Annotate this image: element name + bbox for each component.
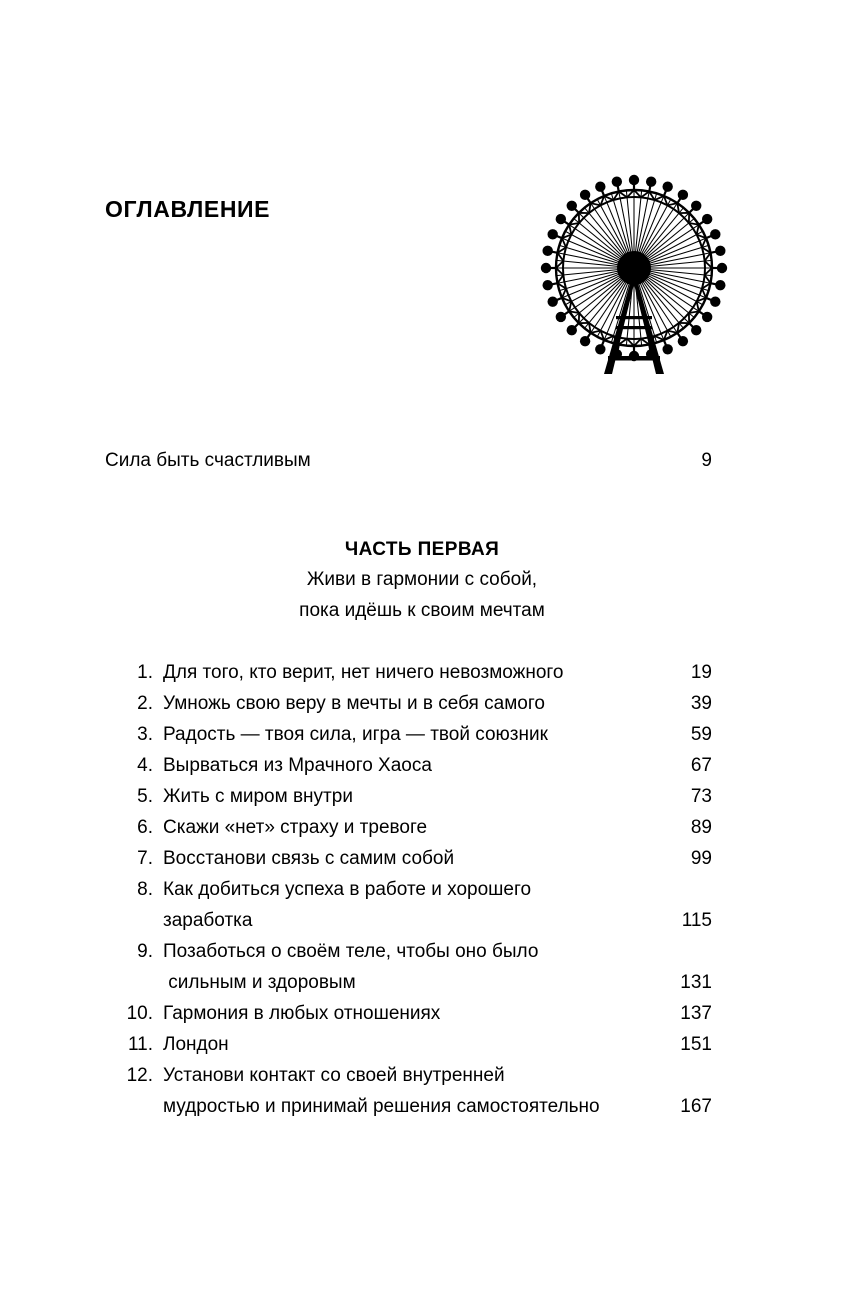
chapter-entry[interactable] [105,688,712,719]
chapter-entry[interactable] [105,936,712,998]
chapter-page-number: 89 [690,817,712,838]
chapter-body [153,936,712,998]
chapter-entry[interactable] [105,998,712,1029]
chapter-line [163,750,712,781]
chapter-line [163,1029,712,1060]
chapter-page-number: 99 [690,848,712,869]
chapter-title: Жить с миром внутри [163,786,353,807]
chapter-line [163,936,712,967]
chapter-line [163,1091,712,1122]
chapter-line [163,967,712,998]
chapter-page-number: 59 [690,724,712,745]
chapter-page-number: 19 [690,662,712,683]
chapter-title: Лондон [163,1034,229,1055]
chapter-number: 12. [126,1065,153,1086]
chapter-body [153,719,712,750]
chapter-list [105,657,712,1122]
chapter-body [153,843,712,874]
chapter-number: 8. [137,879,153,900]
chapter-entry[interactable] [105,812,712,843]
chapter-page-number: 167 [680,1096,712,1117]
preface-entry[interactable] [105,448,712,474]
chapter-number: 2. [137,693,153,714]
part-heading-block [0,536,844,626]
chapter-title: сильным и здоровым [163,972,356,993]
chapter-title: Позаботься о своём теле, чтобы оно было [163,941,539,962]
chapter-body [153,1060,712,1122]
chapter-line [163,843,712,874]
preface-label: Сила быть счастливым [105,450,311,471]
chapter-title: Радость — твоя сила, игра — твой союзник [163,724,548,745]
chapter-entry[interactable] [105,750,712,781]
chapter-entry[interactable] [105,1029,712,1060]
page-title: ОГЛАВЛЕНИЕ [105,196,271,222]
chapter-number: 10. [126,1003,153,1024]
chapter-body [153,874,712,936]
chapter-page-number: 151 [680,1034,712,1055]
chapter-title: Восстанови связь с самим собой [163,848,455,869]
chapter-title: Установи контакт со своей внутренней [163,1065,505,1086]
chapter-page-number: 39 [690,693,712,714]
chapter-line [163,657,712,688]
chapter-title: Вырваться из Мрачного Хаоса [163,755,432,776]
chapter-number: 3. [137,724,153,745]
chapter-title: Как добиться успеха в работе и хорошего [163,879,532,900]
chapter-line [163,998,712,1029]
chapter-number: 4. [137,755,153,776]
chapter-title: Умножь свою веру в мечты и в себя самого [163,693,545,714]
part-subtitle-line-1: Живи в гармонии с собой, [306,569,538,590]
chapter-line [163,812,712,843]
chapter-page-number: 67 [690,755,712,776]
chapter-number: 6. [137,817,153,838]
chapter-entry[interactable] [105,657,712,688]
chapter-page-number: 115 [681,910,712,931]
preface-page-number: 9 [701,450,712,471]
chapter-line [163,874,712,905]
chapter-line [163,905,712,936]
part-label: ЧАСТЬ ПЕРВАЯ [344,539,500,560]
chapter-body [153,750,712,781]
chapter-line [163,719,712,750]
chapter-number: 5. [137,786,153,807]
chapter-number: 1. [137,662,153,683]
chapter-body [153,1029,712,1060]
part-subtitle-line-2: пока идёшь к своим мечтам [299,600,545,621]
chapter-body [153,998,712,1029]
chapter-body [153,812,712,843]
chapter-page-number: 131 [680,972,712,993]
chapter-line [163,781,712,812]
chapter-body [153,688,712,719]
chapter-entry[interactable] [105,843,712,874]
chapter-entry[interactable] [105,874,712,936]
chapter-title: заработка [163,910,253,931]
chapter-page-number: 137 [680,1003,712,1024]
chapter-page-number: 73 [690,786,712,807]
chapter-number: 11. [127,1034,153,1055]
chapter-entry[interactable] [105,1060,712,1122]
chapter-number: 7. [137,848,153,869]
chapter-entry[interactable] [105,781,712,812]
chapter-title: Гармония в любых отношениях [163,1003,441,1024]
chapter-number: 9. [137,941,153,962]
chapter-title: Скажи «нет» страху и тревоге [163,817,428,838]
chapter-title: Для того, кто верит, нет ничего невозможного [163,662,564,683]
ferris-wheel-illustration [528,168,740,390]
chapter-line [163,1060,712,1091]
chapter-entry[interactable] [105,719,712,750]
chapter-line [163,688,712,719]
chapter-body [153,781,712,812]
chapter-title: мудростью и принимай решения самостоятельно [163,1096,600,1117]
chapter-body [153,657,712,688]
